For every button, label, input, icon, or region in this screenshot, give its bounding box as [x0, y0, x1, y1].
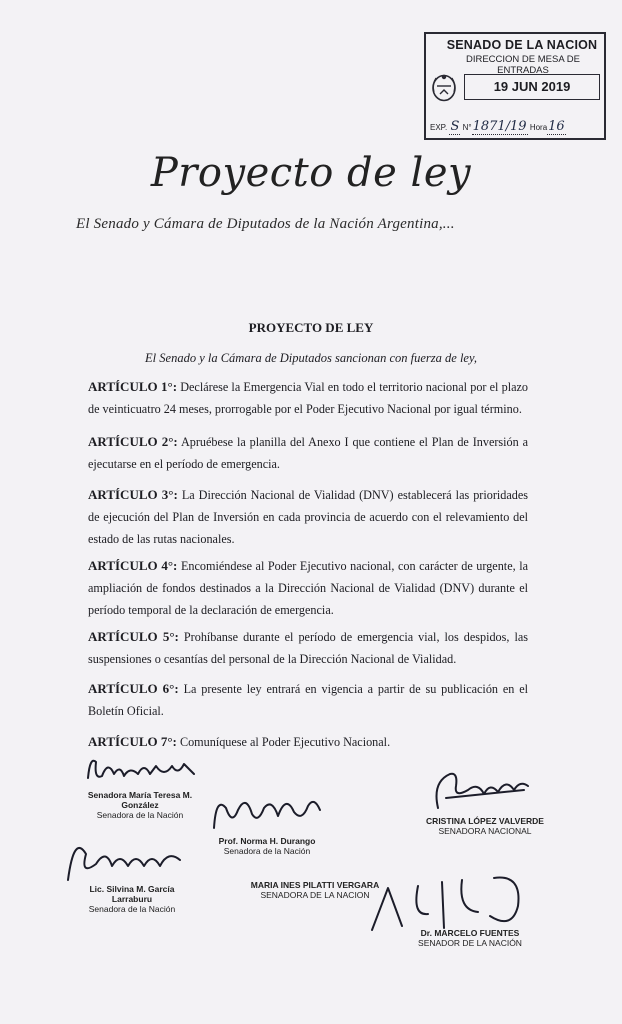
article-label: ARTÍCULO 1°: — [88, 379, 178, 394]
exp-number: 1871/19 — [472, 119, 527, 134]
exp-letter: S — [450, 119, 460, 134]
signatory-role: Senadora de la Nación — [88, 904, 176, 914]
article-label: ARTÍCULO 7°: — [88, 734, 177, 749]
article-text: Encomiéndese al Poder Ejecutivo nacional, con carácter de urgente, la ampliación de fondos destinados a la Dirección Nacional de Vialidad (DNV) durante el período temporal de la declaración de emergencia. — [88, 559, 528, 617]
handwritten-signature-4 — [60, 826, 190, 886]
signatory-name: Dr. MARCELO FUENTES — [420, 928, 520, 938]
signature-block-4 — [72, 884, 192, 914]
article-text: La Dirección Nacional de Vialidad (DNV) establecerá las prioridades de ejecución del Plan de Inversión en cada provincia de acuerdo con el relevamiento del estado de las rutas nacionales. — [88, 488, 529, 546]
signatory-role: Senadora de la Nación — [223, 846, 311, 856]
article-2 — [88, 431, 528, 475]
handwritten-signature-3 — [428, 764, 538, 814]
signature-block-3 — [420, 816, 550, 836]
document-heading: PROYECTO DE LEY — [248, 320, 374, 335]
signature-block-5 — [250, 880, 380, 900]
hora-label: Hora — [529, 123, 548, 132]
stamp-title: SENADO DE LA NACION — [446, 38, 598, 52]
reception-stamp — [424, 32, 606, 140]
signature-block-1 — [70, 790, 210, 820]
letterhead-title: Proyecto de ley — [150, 150, 472, 196]
national-emblem-icon — [431, 74, 457, 102]
stamp-expediente — [430, 119, 566, 134]
signatory-role: Senadora de la Nación — [96, 810, 184, 820]
stamp-subtitle: DIRECCION DE MESA DE ENTRADAS — [465, 54, 581, 76]
letterhead-subtitle: El Senado y Cámara de Diputados de la Nación Argentina,... — [76, 216, 455, 232]
stamp-date: 19 JUN 2019 — [464, 74, 600, 100]
article-text: Apruébese la planilla del Anexo I que contiene el Plan de Inversión a ejecutarse en el período de emergencia. — [88, 435, 529, 471]
article-label: ARTÍCULO 4°: — [88, 558, 178, 573]
exp-label: EXP. — [430, 123, 448, 132]
signatory-role: SENADORA DE LA NACION — [260, 890, 370, 900]
n-label: N° — [462, 123, 472, 132]
hora-value: 16 — [548, 119, 565, 134]
article-text: Comuníquese al Poder Ejecutivo Nacional. — [179, 735, 391, 749]
article-4 — [88, 555, 528, 621]
article-text: La presente ley entrará en vigencia a partir de su publicación en el Boletín Oficial. — [88, 682, 529, 718]
article-7 — [88, 731, 528, 753]
signatory-name: CRISTINA LÓPEZ VALVERDE — [426, 816, 544, 826]
signatory-name: MARIA INES PILATTI VERGARA — [250, 880, 380, 890]
article-label: ARTÍCULO 2°: — [88, 434, 178, 449]
article-label: ARTÍCULO 5°: — [88, 629, 179, 644]
signatory-name: Prof. Norma H. Durango — [218, 836, 316, 846]
article-1 — [88, 376, 528, 420]
article-5 — [88, 626, 528, 670]
signatory-role: SENADOR DE LA NACIÓN — [418, 938, 522, 948]
article-3 — [88, 484, 528, 550]
document-intro: El Senado y la Cámara de Diputados sancionan con fuerza de ley, — [145, 351, 477, 365]
signatory-role: SENADORA NACIONAL — [438, 826, 532, 836]
handwritten-signature-5 — [362, 866, 542, 936]
article-text: Prohíbanse durante el período de emergencia vial, los despidos, las suspensiones o cesantías del personal de la Dirección Nacional de Vialidad. — [88, 630, 529, 666]
article-label: ARTÍCULO 6°: — [88, 681, 179, 696]
signature-block-6 — [410, 928, 530, 948]
article-label: ARTÍCULO 3°: — [88, 487, 178, 502]
signatory-name: Senadora María Teresa M. González — [87, 790, 193, 810]
handwritten-signature-2 — [208, 788, 328, 834]
handwritten-signature-1 — [84, 752, 204, 788]
signatory-name: Lic. Silvina M. García Larraburu — [89, 884, 175, 904]
article-6 — [88, 678, 528, 722]
signature-block-2 — [212, 836, 322, 856]
article-text: Declárese la Emergencia Vial en todo el territorio nacional por el plazo de veinticuatro 24 meses, prorrogable por el Poder Ejecutivo Nacional por igual término. — [88, 380, 529, 416]
